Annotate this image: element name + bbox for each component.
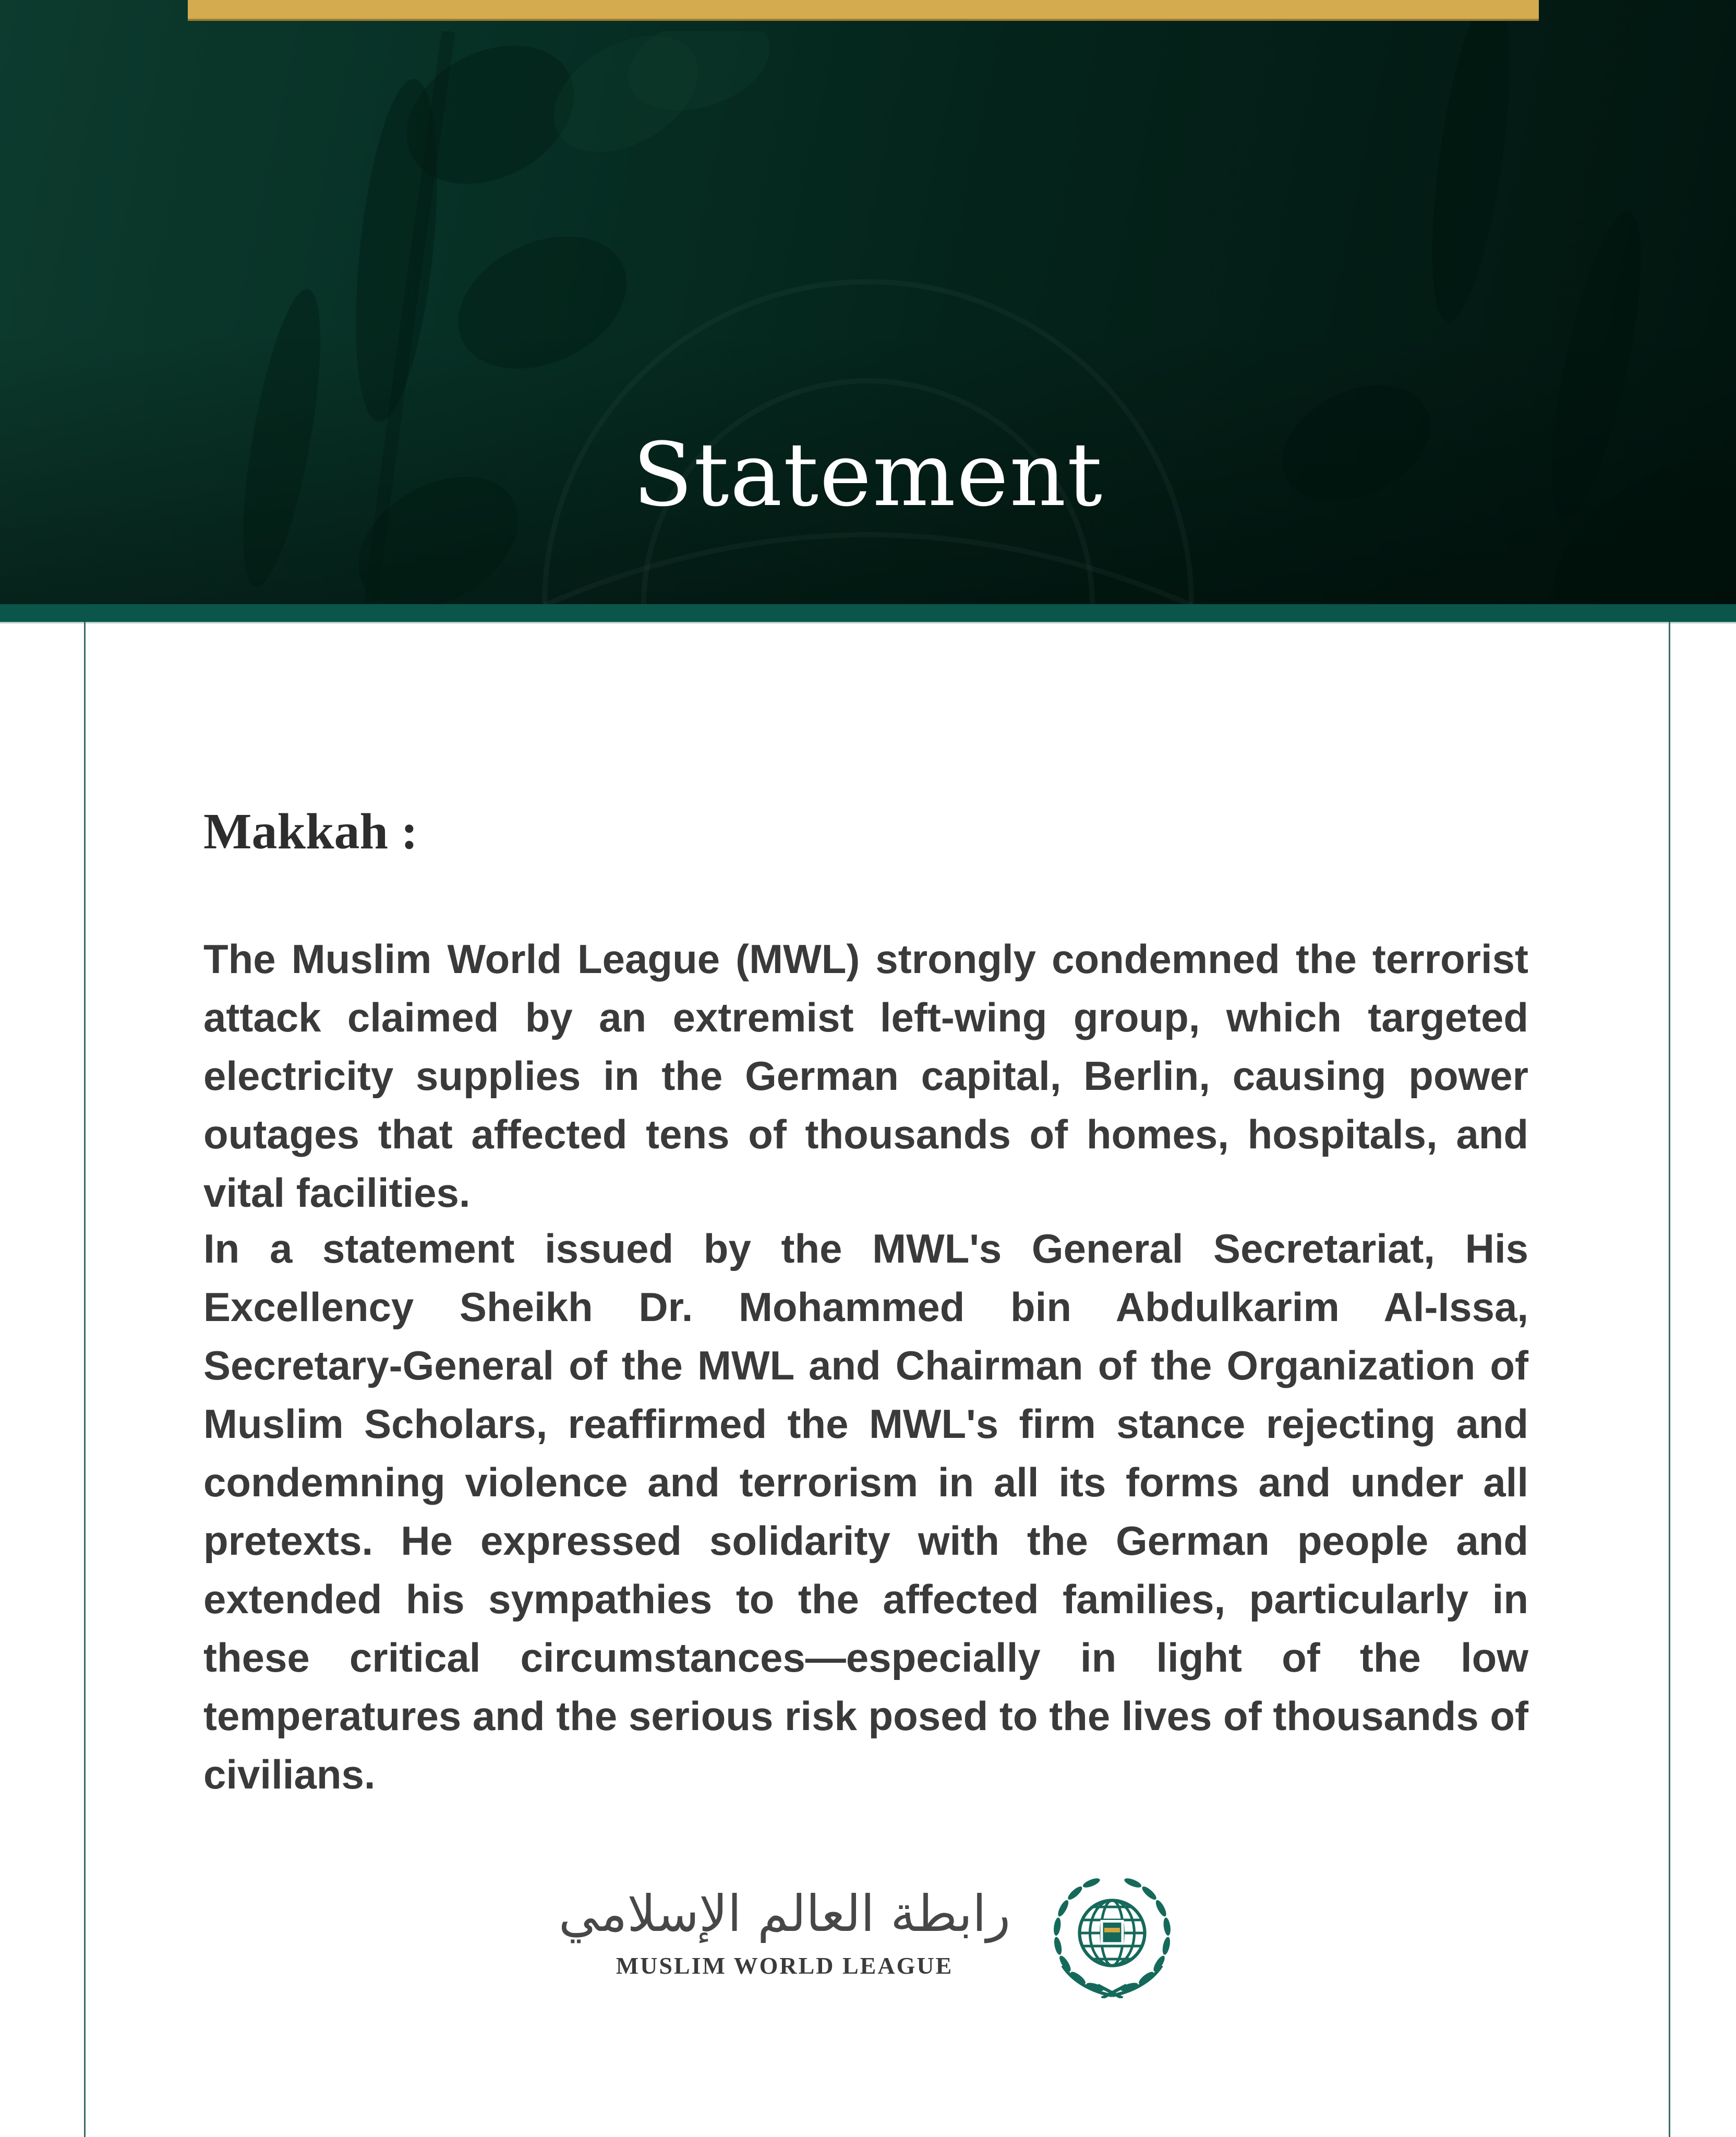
statement-paragraph-1: The Muslim World League (MWL) strongly condemned the terrorist attack claimed by an extremist left-wing group, which targeted electricity supplies in the German capital, Berlin, causing power outages that affected tens of thousands of homes, hospitals, and vital facilities. xyxy=(203,936,1528,1216)
header-banner xyxy=(0,0,1736,604)
statement-paragraph-2: In a statement issued by the MWL's General Secretariat, His Excellency Sheikh Dr. Mohammed bin Abdulkarim Al-Issa, Secretary-General of the MWL and Chairman of the Organization of Muslim Scholars, reaffirmed the MWL's firm stance rejecting and condemning violence and terrorism in all its forms and under all pretexts. He expressed solidarity with the German people and extended his sympathies to the affected families, particularly in these critical circumstances—especially in light of the low temperatures and the serious risk posed to the lives of thousands of civilians. xyxy=(203,1226,1528,1797)
mwl-logo xyxy=(0,1850,1736,2016)
teal-divider-band xyxy=(0,604,1736,623)
mwl-emblem-icon xyxy=(1047,1868,1177,1998)
gold-accent-bar xyxy=(188,0,1539,21)
globe-watermark xyxy=(503,240,1233,604)
logo-arabic-calligraphy: رابطة العالم الإسلامي xyxy=(558,1884,1011,1943)
page-title: Statement xyxy=(632,424,1104,526)
logo-text-column xyxy=(558,1884,1011,1980)
location-heading: Makkah : xyxy=(203,803,418,860)
kaaba-icon xyxy=(1101,1920,1124,1945)
logo-latin-name: MUSLIM WORLD LEAGUE xyxy=(616,1952,954,1979)
